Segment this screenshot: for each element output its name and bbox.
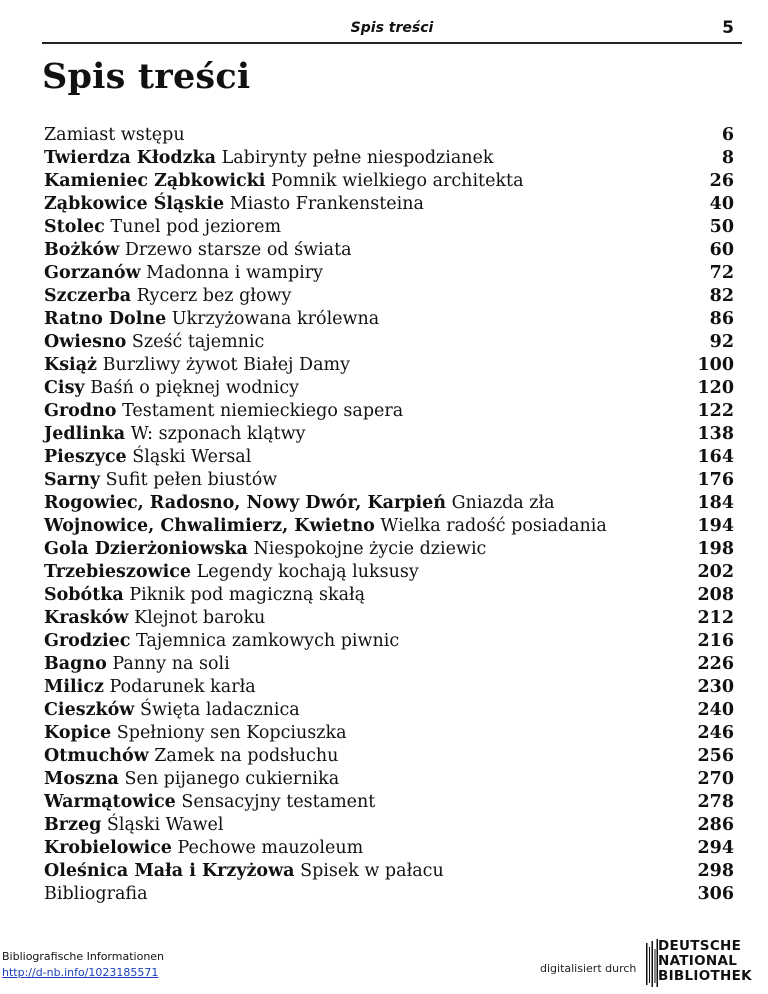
toc-page-number: 246 <box>697 723 734 743</box>
toc-entry[interactable] <box>44 262 734 285</box>
toc-place-name: Rogowiec, Radosno, Nowy Dwór, Karpień <box>44 493 446 513</box>
toc-subtitle: Sufit pełen biustów <box>105 470 278 490</box>
toc-page-number: 164 <box>697 447 734 467</box>
toc-subtitle: Ukrzyżowana królewna <box>171 309 380 329</box>
toc-entry[interactable] <box>44 285 734 308</box>
toc-place-name: Oleśnica Mała i Krzyżowa <box>44 861 295 881</box>
toc-page-number: 270 <box>697 769 734 789</box>
toc-entry-title <box>44 193 424 216</box>
toc-page-number: 138 <box>697 424 734 444</box>
toc-page-number: 294 <box>697 838 734 858</box>
toc-entry[interactable] <box>44 699 734 722</box>
dnb-logo-line: NATIONAL <box>658 953 738 969</box>
running-head-page-number: 5 <box>722 18 734 38</box>
toc-subtitle: Zamiast wstępu <box>44 125 185 145</box>
toc-entry-title <box>44 285 291 308</box>
toc-place-name: Krobielowice <box>44 838 172 858</box>
toc-page-number: 60 <box>709 240 734 260</box>
toc-entry-title <box>44 745 338 768</box>
toc-subtitle: Spełniony sen Kopciuszka <box>116 723 347 743</box>
dnb-logo <box>646 937 762 989</box>
toc-entry-title <box>44 308 379 331</box>
toc-subtitle: Niespokojne życie dziewic <box>253 539 487 559</box>
toc-subtitle: Bibliografia <box>44 884 148 904</box>
toc-entry-title <box>44 607 265 630</box>
toc-entry-title <box>44 147 494 170</box>
toc-subtitle: Drzewo starsze od świata <box>124 240 352 260</box>
toc-subtitle: Miasto Frankensteina <box>229 194 424 214</box>
toc-subtitle: W: szponach klątwy <box>130 424 306 444</box>
toc-subtitle: Śląski Wersal <box>132 447 252 467</box>
toc-page-number: 208 <box>697 585 734 605</box>
toc-place-name: Ratno Dolne <box>44 309 167 329</box>
toc-page-number: 92 <box>709 332 734 352</box>
toc-place-name: Warmątowice <box>44 792 176 812</box>
toc-entry-title <box>44 216 281 239</box>
toc-place-name: Moszna <box>44 769 119 789</box>
toc-subtitle: Święta ladacznica <box>139 700 300 720</box>
toc-place-name: Kamieniec Ząbkowicki <box>44 171 266 191</box>
toc-entry[interactable] <box>44 124 734 147</box>
toc-entry[interactable] <box>44 676 734 699</box>
toc-entry-title <box>44 768 339 791</box>
toc-entry-title <box>44 722 347 745</box>
toc-page-number: 212 <box>697 608 734 628</box>
toc-entry-title <box>44 791 375 814</box>
toc-page-number: 256 <box>697 746 734 766</box>
toc-place-name: Ząbkowice Śląskie <box>44 194 225 214</box>
toc-entry[interactable] <box>44 722 734 745</box>
toc-page-number: 50 <box>709 217 734 237</box>
toc-subtitle: Tunel pod jeziorem <box>110 217 282 237</box>
toc-place-name: Sarny <box>44 470 101 490</box>
dnb-logo-line: DEUTSCHE <box>658 938 742 954</box>
toc-page-number: 306 <box>697 884 734 904</box>
toc-entry[interactable] <box>44 630 734 653</box>
toc-place-name: Otmuchów <box>44 746 149 766</box>
toc-place-name: Bagno <box>44 654 107 674</box>
toc-entry-title <box>44 423 305 446</box>
toc-subtitle: Rycerz bez głowy <box>136 286 292 306</box>
toc-place-name: Jedlinka <box>44 424 126 444</box>
toc-place-name: Cisy <box>44 378 85 398</box>
toc-subtitle: Testament niemieckiego sapera <box>122 401 404 421</box>
dnb-logo-text <box>658 939 752 984</box>
toc-page-number: 198 <box>697 539 734 559</box>
toc-place-name: Cieszków <box>44 700 135 720</box>
toc-page-number: 184 <box>697 493 734 513</box>
toc-entry[interactable] <box>44 814 734 837</box>
bibliographic-info-label: Bibliografische Informationen <box>2 950 165 963</box>
toc-subtitle: Pomnik wielkiego architekta <box>270 171 524 191</box>
toc-entry-title <box>44 630 399 653</box>
bibliographic-info-link[interactable]: http://d-nb.info/1023185571 <box>2 966 159 979</box>
toc-place-name: Stolec <box>44 217 105 237</box>
toc-entry-title <box>44 699 300 722</box>
dnb-logo-line: BIBLIOTHEK <box>658 968 752 984</box>
toc-page-number: 40 <box>709 194 734 214</box>
toc-entry[interactable] <box>44 492 734 515</box>
toc-subtitle: Piknik pod magiczną skałą <box>129 585 366 605</box>
toc-entry-title <box>44 492 555 515</box>
toc-place-name: Gola Dzierżoniowska <box>44 539 248 559</box>
toc-entry-title <box>44 239 352 262</box>
toc-subtitle: Sześć tajemnic <box>131 332 265 352</box>
toc-page-number: 216 <box>697 631 734 651</box>
toc-subtitle: Panny na soli <box>112 654 230 674</box>
page-title: Spis treści <box>42 56 251 97</box>
toc-subtitle: Pechowe mauzoleum <box>177 838 364 858</box>
toc-subtitle: Wielka radość posiadania <box>380 516 607 536</box>
toc-entry-title <box>44 354 350 377</box>
toc-entry[interactable] <box>44 837 734 860</box>
toc-entry[interactable] <box>44 538 734 561</box>
toc-page-number: 72 <box>709 263 734 283</box>
toc-subtitle: Gniazda zła <box>451 493 555 513</box>
toc-entry[interactable] <box>44 446 734 469</box>
toc-entry[interactable] <box>44 745 734 768</box>
toc-entry[interactable] <box>44 170 734 193</box>
toc-page-number: 202 <box>697 562 734 582</box>
toc-entry-title <box>44 584 365 607</box>
toc-subtitle: Burzliwy żywot Białej Damy <box>102 355 350 375</box>
toc-subtitle: Śląski Wawel <box>106 815 224 835</box>
toc-place-name: Twierdza Kłodzka <box>44 148 217 168</box>
toc-entry[interactable] <box>44 653 734 676</box>
toc-page-number: 286 <box>697 815 734 835</box>
toc-page-number: 176 <box>697 470 734 490</box>
toc-entry[interactable] <box>44 883 734 906</box>
toc-page-number: 26 <box>709 171 734 191</box>
toc-entry[interactable] <box>44 193 734 216</box>
toc-subtitle: Sen pijanego cukiernika <box>124 769 340 789</box>
toc-page-number: 240 <box>697 700 734 720</box>
toc-page-number: 100 <box>697 355 734 375</box>
toc-entry[interactable] <box>44 515 734 538</box>
toc-place-name: Brzeg <box>44 815 102 835</box>
toc-place-name: Kopice <box>44 723 112 743</box>
toc-entry[interactable] <box>44 607 734 630</box>
toc-page-number: 82 <box>709 286 734 306</box>
toc-entry[interactable] <box>44 147 734 170</box>
bibliographic-info <box>2 949 164 981</box>
toc-place-name: Gorzanów <box>44 263 141 283</box>
toc-page-number: 230 <box>697 677 734 697</box>
toc-entry[interactable] <box>44 216 734 239</box>
toc-place-name: Szczerba <box>44 286 132 306</box>
toc-entry[interactable] <box>44 239 734 262</box>
toc-entry[interactable] <box>44 469 734 492</box>
toc-entry[interactable] <box>44 584 734 607</box>
toc-entry-title <box>44 860 444 883</box>
toc-page-number: 226 <box>697 654 734 674</box>
toc-place-name: Sobótka <box>44 585 124 605</box>
toc-page-number: 6 <box>721 125 734 145</box>
toc-place-name: Milicz <box>44 677 104 697</box>
toc-entry-title <box>44 561 419 584</box>
toc-subtitle: Legendy kochają luksusy <box>196 562 419 582</box>
digitized-by-label: digitalisiert durch <box>540 962 637 975</box>
toc-entry[interactable] <box>44 354 734 377</box>
toc-entry-title <box>44 446 251 469</box>
toc-entry-title <box>44 170 524 193</box>
toc-entry-title <box>44 538 486 561</box>
toc-page-number: 86 <box>709 309 734 329</box>
toc-entry-title <box>44 331 264 354</box>
toc-entry[interactable] <box>44 768 734 791</box>
toc-entry-title <box>44 837 363 860</box>
toc-entry[interactable] <box>44 400 734 423</box>
toc-entry-title <box>44 883 148 906</box>
toc-entry-title <box>44 814 224 837</box>
toc-entry-title <box>44 400 403 423</box>
toc-place-name: Książ <box>44 355 97 375</box>
toc-subtitle: Madonna i wampiry <box>146 263 324 283</box>
toc-entry[interactable] <box>44 791 734 814</box>
toc-entry[interactable] <box>44 561 734 584</box>
toc-entry-title <box>44 124 185 147</box>
toc-entry-title <box>44 653 230 676</box>
toc-page-number: 194 <box>697 516 734 536</box>
toc-place-name: Trzebieszowice <box>44 562 192 582</box>
toc-page-number: 298 <box>697 861 734 881</box>
toc-entry-title <box>44 262 323 285</box>
toc-subtitle: Tajemnica zamkowych piwnic <box>136 631 400 651</box>
toc-entry-title <box>44 377 299 400</box>
toc-subtitle: Spisek w pałacu <box>300 861 444 881</box>
toc-subtitle: Labirynty pełne niespodzianek <box>221 148 494 168</box>
toc-entry-title <box>44 469 277 492</box>
toc-place-name: Pieszyce <box>44 447 127 467</box>
toc-entry[interactable] <box>44 423 734 446</box>
toc-place-name: Wojnowice, Chwalimierz, Kwietno <box>44 516 375 536</box>
toc-place-name: Owiesno <box>44 332 127 352</box>
toc-place-name: Bożków <box>44 240 120 260</box>
toc-entry[interactable] <box>44 860 734 883</box>
dnb-logo-bars-icon <box>646 937 658 989</box>
toc-entry[interactable] <box>44 377 734 400</box>
toc-subtitle: Sensacyjny testament <box>181 792 376 812</box>
toc-entry-title <box>44 676 256 699</box>
toc-subtitle: Podarunek karła <box>109 677 256 697</box>
toc-place-name: Krasków <box>44 608 129 628</box>
toc-page-number: 122 <box>697 401 734 421</box>
toc-entry[interactable] <box>44 308 734 331</box>
toc-place-name: Grodziec <box>44 631 131 651</box>
toc-entry[interactable] <box>44 331 734 354</box>
toc-subtitle: Zamek na podsłuchu <box>154 746 339 766</box>
running-head-title: Spis treści <box>350 20 434 36</box>
toc-page-number: 120 <box>697 378 734 398</box>
toc-subtitle: Baśń o pięknej wodnicy <box>90 378 300 398</box>
running-head <box>42 14 742 44</box>
toc-entry-title <box>44 515 607 538</box>
toc-page-number: 278 <box>697 792 734 812</box>
toc-page-number: 8 <box>721 148 734 168</box>
toc-place-name: Grodno <box>44 401 117 421</box>
table-of-contents <box>44 124 734 906</box>
toc-subtitle: Klejnot baroku <box>134 608 266 628</box>
